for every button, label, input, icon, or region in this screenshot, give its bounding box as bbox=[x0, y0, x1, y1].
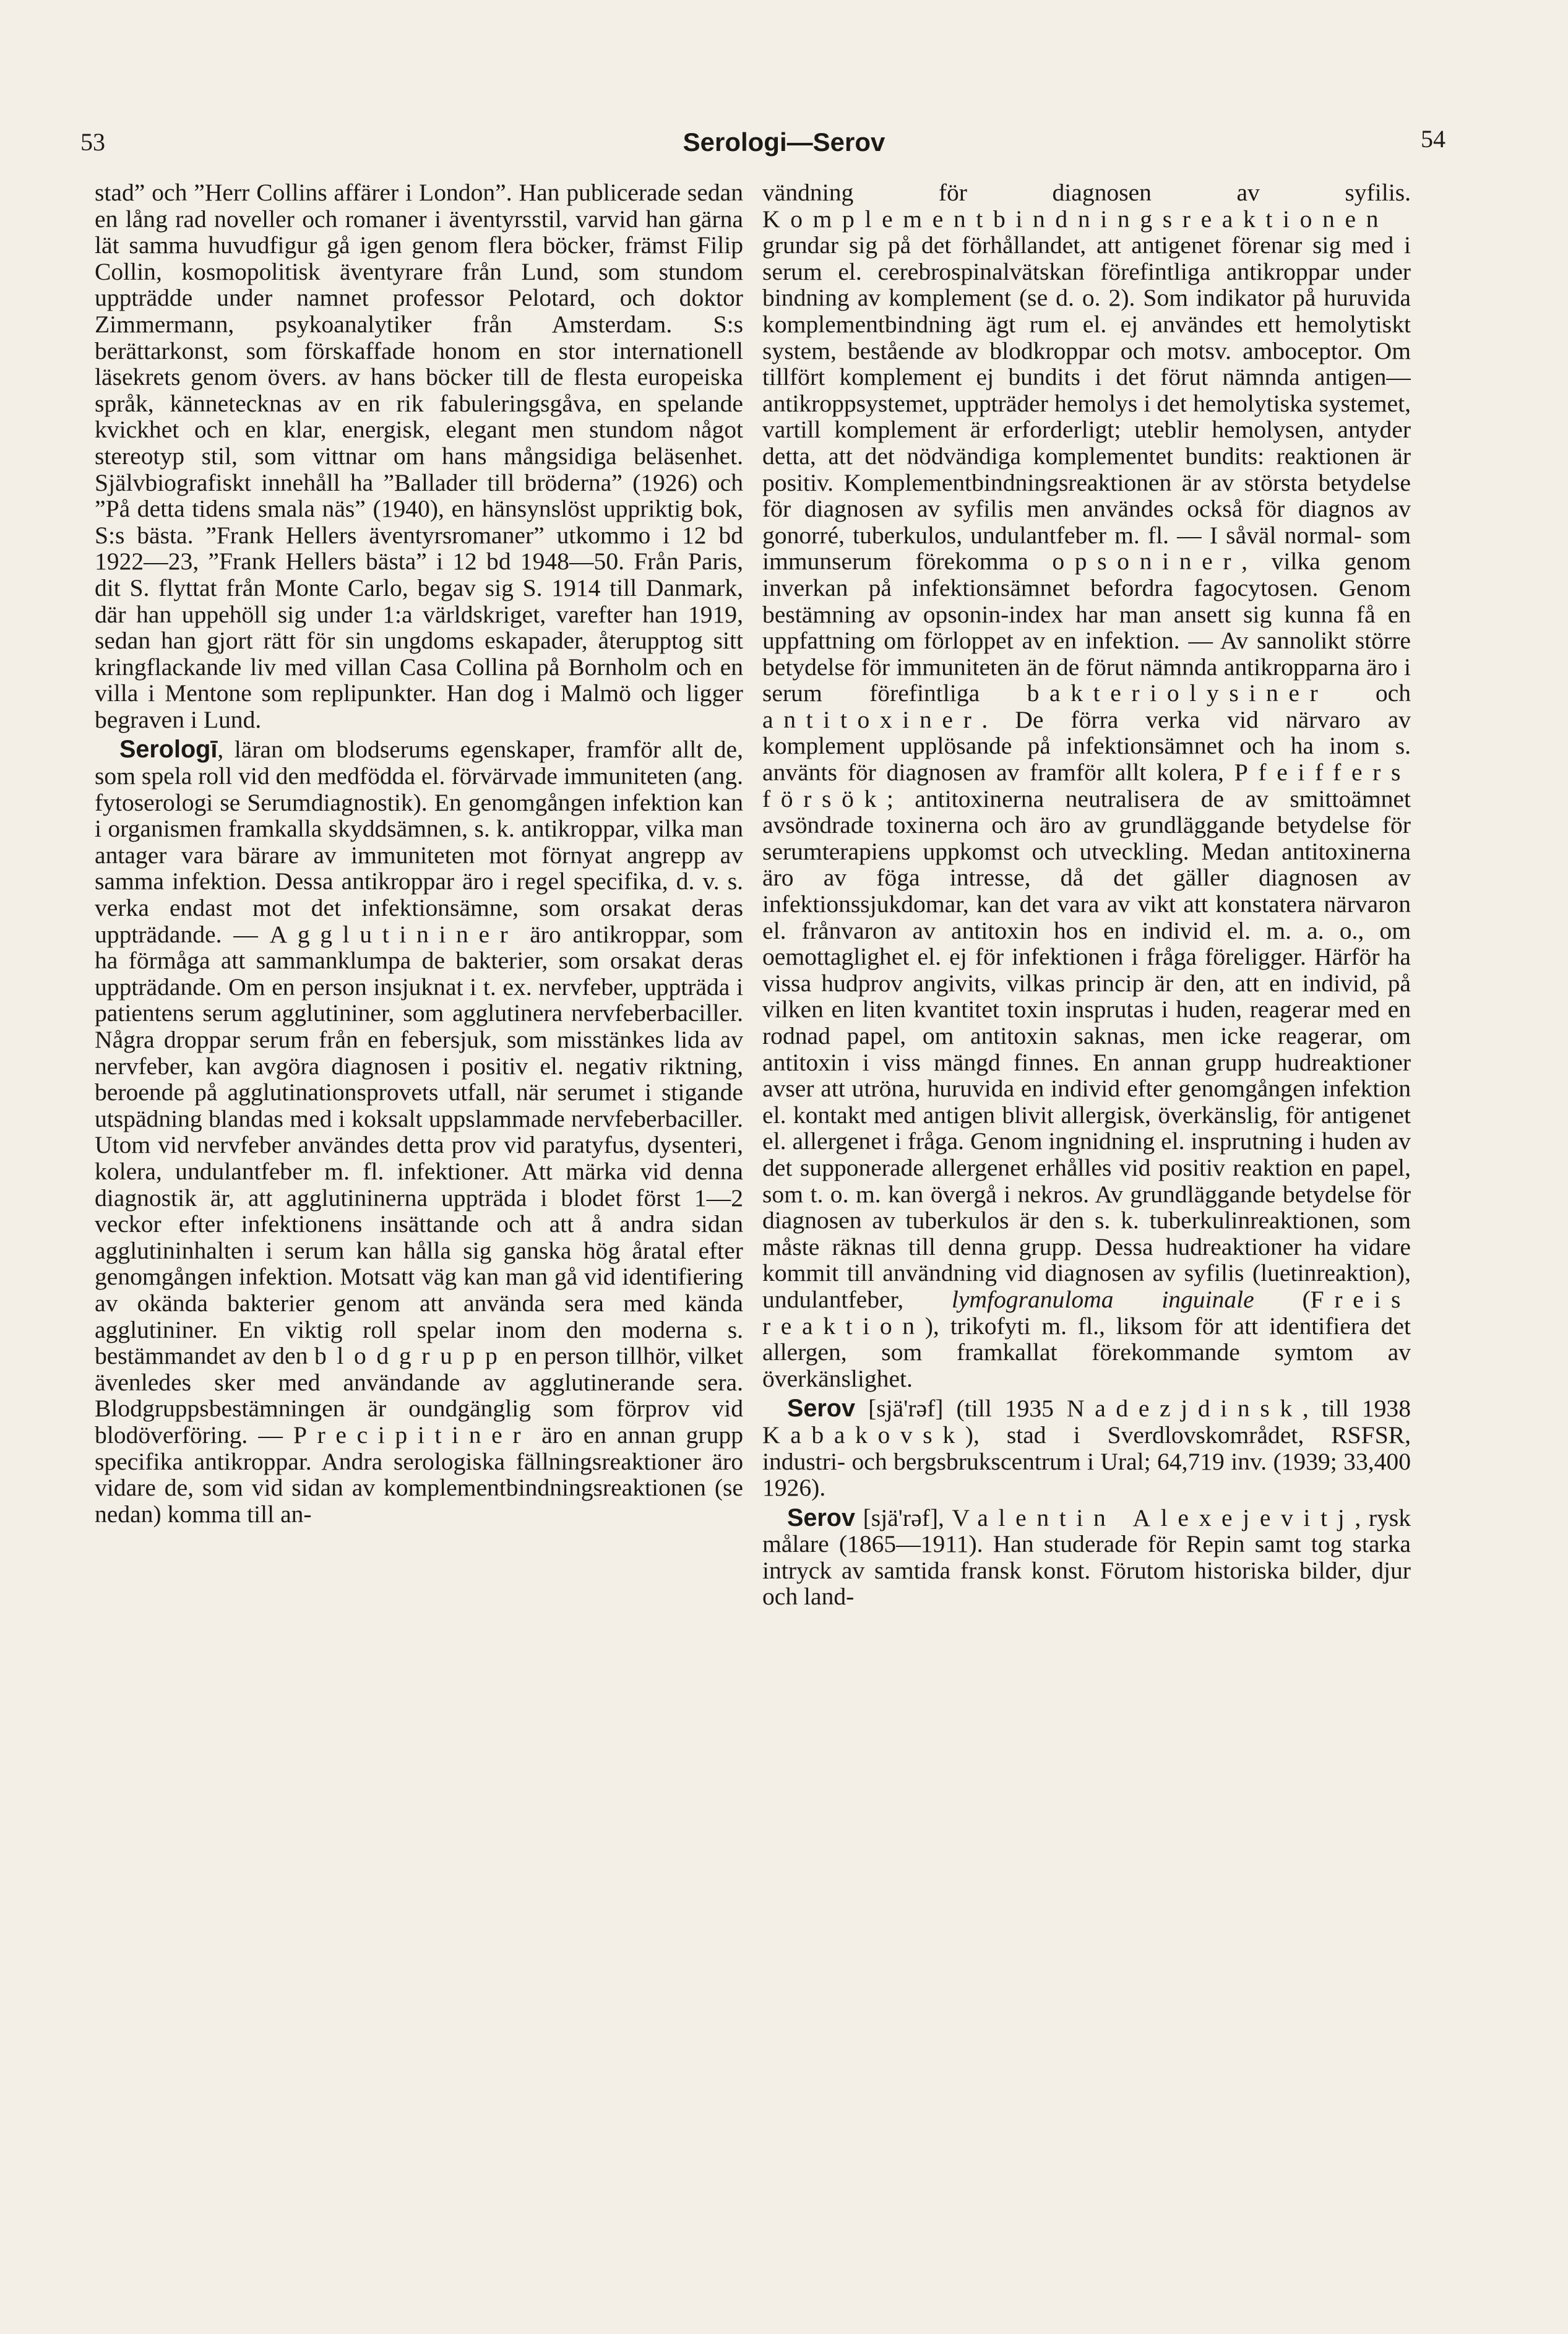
spaced-term: Agglutininer bbox=[269, 920, 519, 948]
spaced-term: opsoniner bbox=[1052, 548, 1242, 575]
entry-text: en person tillhör, vilket ävenledes sker med användande av agglutinerande sera. Blodgruppsbestämningen är oundgänglig som förprov vid blodöverföring. — bbox=[95, 1342, 743, 1449]
entry-headword: Serologī bbox=[119, 736, 218, 764]
left-column bbox=[95, 179, 743, 2271]
entry-serov-town bbox=[762, 1395, 1411, 1501]
entry-text: vändning för diagnosen av syfilis. bbox=[762, 179, 1411, 206]
serologi-continuation-paragraph bbox=[762, 179, 1411, 1392]
entry-text: och bbox=[1328, 679, 1411, 707]
entry-text: , vilka genom inverkan på infektionsämnet befordra fagocytosen. Genom bestämning av opsonin-index har man ansett sig kunna få en uppfattning om förloppet av en infektion. — Av sannolikt större betydelse för immuniteten än de förut nämnda antikropparna äro i serum förefintliga bbox=[762, 548, 1411, 707]
spaced-term: antitoxiner bbox=[762, 705, 982, 733]
spaced-term: Nadezjdinsk bbox=[1067, 1395, 1303, 1423]
entry-text: grundar sig på det förhållandet, att antigenet förenar sig med i serum el. cerebrospinalvätskan förefintliga antikroppar under bindning av komplement (se d. o. 2). Som indikator på huruvida komplementbindning ägt rum el. ej användes ett hemolytiskt system, bestående av blodkroppar och motsv. amboceptor. Om tillfört komplement ej bundits i det förut nämnda antigen—antikroppsystemet, uppträder hemolys i det hemolytiska systemet, vartill komplement är erforderligt; uteblir hemolysen, antyder detta, att det nödvändiga komplementet bundits: reaktionen är positiv. Komplementbindningsreaktionen är av största betydelse för diagnosen av syfilis men användes också för diagnos av gonorré, tuberkulos, undulantfeber m. fl. — I såväl normal- som immunserum förekomma bbox=[762, 231, 1411, 575]
entry-text: , läran om blodserums egenskaper, framför allt de, som spela roll vid den medfödda el. förvärvade immuniteten (ang. fytoserologi se Serumdiagnostik). En genomgången infektion kan i organismen framkalla skyddsämnen, s. k. antikroppar, vilka man antager vara bärare av immuniteten mot förnyat angrepp av samma infektion. Dessa antikroppar äro i regel specifika, d. v. s. verka endast mot det infektionsämne, som orsakat deras uppträdande. — bbox=[95, 736, 743, 948]
entry-headword: Serov bbox=[787, 1504, 855, 1531]
page-number-left: 53 bbox=[80, 128, 105, 156]
entry-text: ), stad i Sverdlovskområdet, RSFSR, industri- och bergsbrukscentrum i Ural; 64,719 inv. (1939; 33,400 1926). bbox=[762, 1421, 1411, 1502]
entry-text: ), trikofyti m. fl., liksom för att identifiera det allergen, som framkallat förekommande symtom av överkänslighet. bbox=[762, 1312, 1411, 1392]
spaced-term: Precipitiner bbox=[293, 1421, 532, 1449]
entry-text: ; antitoxinerna neutralisera de av smittoämnet avsöndrade toxinerna och äro av grundläggande betydelse för serumterapiens uppkomst och utveckling. Medan antitoxinerna äro av föga intresse, då det gäller diagnosen av infektionssjukdomar, kan det vara av vikt att konstatera närvaron el. frånvaron av antitoxin hos en individ el. m. a. o., om oemottaglighet el. ej för infektionen i fråga föreligger. Härför ha vissa hudprov angivits, vilkas princip är den, att en individ, på vilken en liten kvantitet toxin insprutas i huden, reagerar med en rodnad papel, om antitoxin saknas, men icke reagerar, om antitoxin i viss mängd finnes. En annan grupp hudreaktioner avser att utröna, huruvida en individ efter genomgången infektion el. kontakt med antigen blivit allergisk, överkänslig, för antigenet el. allergenet i fråga. Genom ingnidning el. insprutning i huden av det supponerade allergenet erhålles vid positiv reaktion en papel, som t. o. m. kan övergå i nekros. Av grundläggande betydelse för diagnosen av tuberkulos är den s. k. tuberkulinreaktionen, som måste räknas till denna grupp. Dessa hudreaktioner ha vidare kommit till användning vid diagnosen av syfilis (luetinreaktion), undulantfeber, bbox=[762, 785, 1411, 1313]
entry-text: äro antikroppar, som ha förmåga att sammanklumpa de bakterier, som orsakat deras uppträdande. Om en person insjuknat i t. ex. nervfeber, uppträda i patientens serum agglutininer, som agglutinera nervfeberbaciller. Några droppar serum från en febersjuk, som misstänkes lida av nervfeber, kan avgöra diagnosen i positiv el. negativ riktning, beroende på agglutinationsprovets utfall, när serumet i stigande utspädning blandas med i koksalt uppslammade nervfeberbaciller. Utom vid nervfeber användes detta prov vid paratyfus, dysenteri, kolera, undulantfeber m. fl. infektioner. Att märka vid denna diagnostik är, att agglutininerna uppträda i blodet först 1—2 veckor efter infektionens insättande och att å andra sidan agglutininhalten i serum kan hålla sig ganska hög åratal efter genomgången infektion. Motsatt väg kan man gå vid identifiering av okända bakterier genom att använda sera med kända agglutininer. En viktig roll spelar inom den moderna s. bestämmandet av den bbox=[95, 920, 743, 1370]
running-title: Serologi—Serov bbox=[683, 127, 885, 157]
entry-headword: Serov bbox=[787, 1395, 855, 1423]
entry-text: , till 1938 bbox=[1302, 1395, 1411, 1423]
entry-text: äro en annan grupp specifika antikroppar. Andra serologiska fällningsreaktioner äro vidare de, som vid sidan av komplementbindningsreaktionen (se nedan) komma till an- bbox=[95, 1421, 743, 1528]
entry-text: ( bbox=[1254, 1285, 1311, 1313]
spaced-term: Freis reaktion bbox=[762, 1285, 1411, 1340]
spaced-term: Valentin Alexejevitj bbox=[952, 1504, 1355, 1531]
italic-term: lymfogranuloma inguinale bbox=[951, 1285, 1254, 1313]
page-number-right: 54 bbox=[1421, 125, 1445, 153]
entry-text: . De förra verka vid närvaro av komplement upplösande på infektionsämnet och ha inom s. använts för diagnosen av framför allt kolera, bbox=[762, 705, 1411, 786]
spaced-term: blodgrupp bbox=[314, 1342, 508, 1370]
spaced-term: bakteriolysiner bbox=[1027, 679, 1329, 707]
right-column bbox=[762, 179, 1411, 2271]
entry-text: [sjä'rəf] (till 1935 bbox=[855, 1395, 1067, 1423]
spaced-term: Kabakovsk bbox=[762, 1421, 965, 1449]
entry-serologi bbox=[95, 736, 743, 1527]
heller-continuation-paragraph: stad” och ”Herr Collins affärer i London”. Han publicerade sedan en lång rad noveller och romaner i äventyrsstil, varvid han gärna lät samma huvudfigur gå igen genom flera böcker, främst Filip Collin, kosmopolitisk äventyrare från Lund, som stundom uppträdde under namnet professor Pelotard, och doktor Zimmermann, psykoanalytiker från Amsterdam. S:s berättarkonst, som förskaffade honom en stor internationell läsekrets genom övers. av hans böcker till de flesta europeiska språk, kännetecknas av en rik fabuleringsgåva, en spelande kvickhet och en klar, energisk, elegant men stundom något stereotyp stil, som vittnar om hans mångsidiga beläsenhet. Självbiografiskt innehåll ha ”Ballader till bröderna” (1926) och ”På detta tidens smala näs” (1940), en hänsynslöst uppriktig bok, S:s bästa. ”Frank Hellers äventyrsromaner” utkommo i 12 bd 1922—23, ”Frank Hellers bästa” i 12 bd 1948—50. Från Paris, dit S. flyttat från Monte Carlo, begav sig S. 1914 till Danmark, där han uppehöll sig under 1:a världskriget, varefter han 1919, sedan han gjort rätt för sin ungdoms eskapader, återupptog sitt kringflackande liv med villan Casa Collina på Bornholm och en villa i Mentone som replipunkter. Han dog i Malmö och ligger begraven i Lund. bbox=[95, 179, 743, 733]
entry-text: , rysk målare (1865—1911). Han studerade för Repin samt tog starka intryck av samtida fransk konst. Förutom historiska bilder, djur och land- bbox=[762, 1504, 1411, 1611]
entry-text: [sjä'rəf], bbox=[855, 1504, 952, 1531]
spaced-term: Pfeiffers försök bbox=[762, 759, 1411, 812]
spaced-term: Komplementbindningsreaktionen bbox=[762, 205, 1389, 233]
entry-serov-painter bbox=[762, 1505, 1411, 1610]
